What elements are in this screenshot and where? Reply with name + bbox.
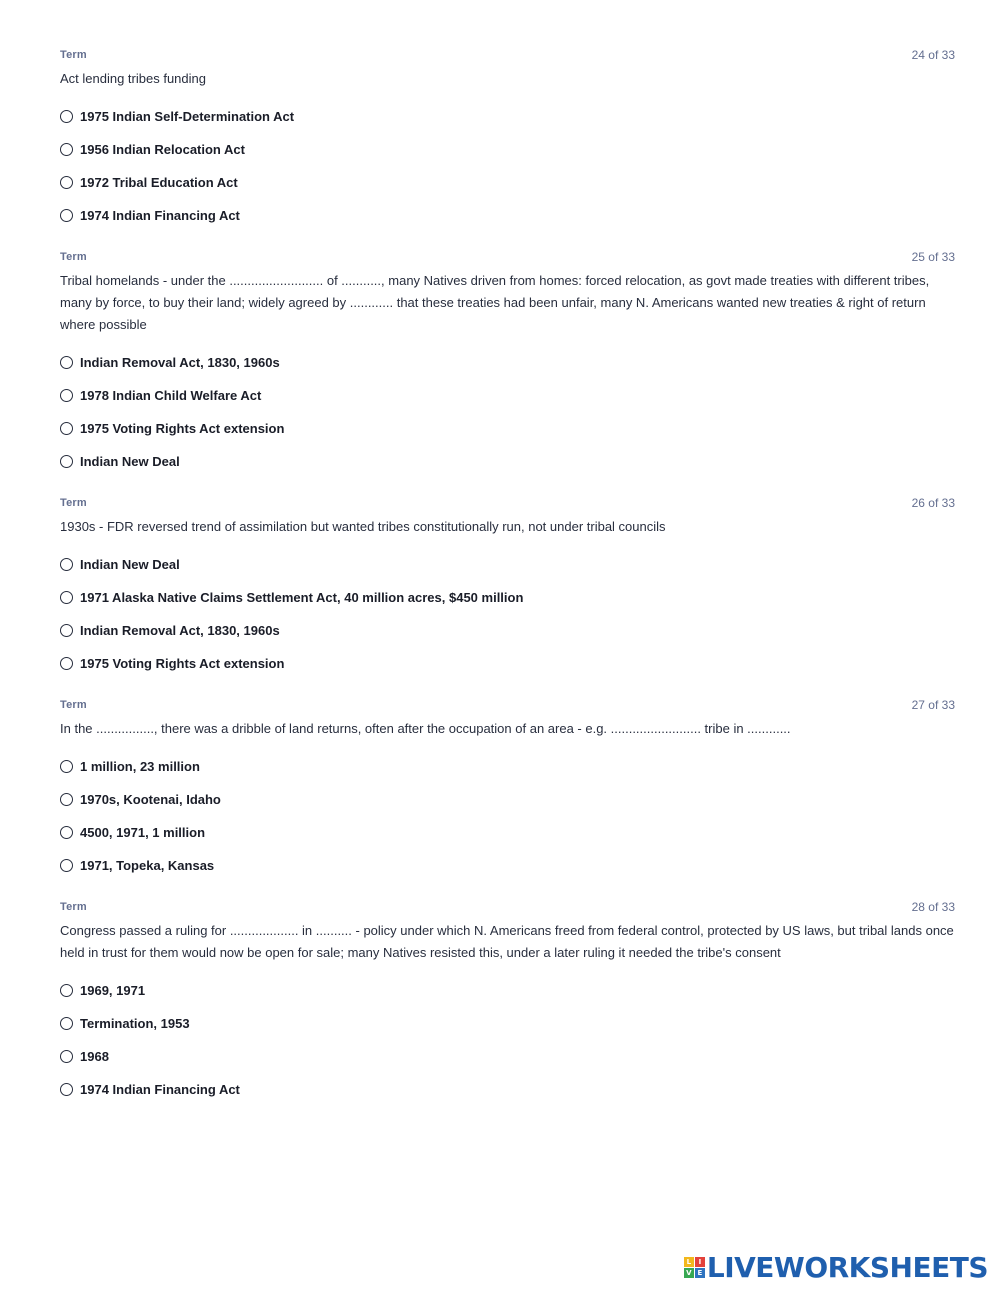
answer-option[interactable]: [60, 849, 955, 882]
question-counter: 24 of 33: [911, 48, 955, 62]
logo-icon-letter: I: [695, 1257, 705, 1267]
radio-button[interactable]: [60, 984, 73, 997]
answer-option-label: Termination, 1953: [80, 1016, 190, 1031]
answer-options: [60, 346, 955, 478]
radio-button[interactable]: [60, 356, 73, 369]
radio-button[interactable]: [60, 110, 73, 123]
answer-option[interactable]: [60, 647, 955, 680]
answer-option-label: 1972 Tribal Education Act: [80, 175, 238, 190]
radio-button[interactable]: [60, 624, 73, 637]
question-prompt: Tribal homelands - under the .......................... of ..........., many Natives driven from homes: forced relocation, as govt made treaties with different tribes, many by force, to buy their land; widely agreed by ............ that these treaties had been unfair, many N. Americans wanted new treaties & right of return where possible: [60, 273, 930, 332]
term-label: Term: [60, 699, 87, 711]
answer-option[interactable]: [60, 412, 955, 445]
questions-container: [60, 46, 955, 1122]
answer-option[interactable]: [60, 445, 955, 478]
radio-button[interactable]: [60, 558, 73, 571]
question-prompt: Congress passed a ruling for ................... in .......... - policy under which N. Americans freed from federal control, protected by US laws, but tribal lands once held in trust for them would now be open for sale; many Natives resisted this, under a later ruling it needed the tribe's consent: [60, 923, 954, 960]
logo-icon-letter: E: [695, 1268, 705, 1278]
question-counter: 25 of 33: [911, 250, 955, 264]
question-28: [60, 898, 955, 1106]
answer-option-label: 1971, Topeka, Kansas: [80, 858, 215, 873]
answer-option[interactable]: [60, 100, 955, 133]
answer-options: [60, 750, 955, 882]
answer-option-label: 1975 Voting Rights Act extension: [80, 421, 285, 436]
radio-button[interactable]: [60, 422, 73, 435]
radio-button[interactable]: [60, 657, 73, 670]
answer-option-label: 1968: [80, 1049, 109, 1064]
question-prompt: In the ................, there was a dribble of land returns, often after the occupation of an area - e.g. ......................... tribe in ............: [60, 721, 791, 736]
answer-option[interactable]: [60, 1040, 955, 1073]
question-prompt: 1930s - FDR reversed trend of assimilation but wanted tribes constitutionally run, not under tribal councils: [60, 519, 666, 534]
answer-option[interactable]: [60, 548, 955, 581]
answer-option-label: Indian Removal Act, 1830, 1960s: [80, 623, 280, 638]
question-counter: 28 of 33: [911, 900, 955, 914]
answer-option[interactable]: [60, 750, 955, 783]
answer-option-label: 1956 Indian Relocation Act: [80, 142, 245, 157]
question-header: [60, 248, 955, 266]
answer-option-label: 1 million, 23 million: [80, 759, 200, 774]
logo-icon-letter: V: [684, 1268, 694, 1278]
answer-option[interactable]: [60, 974, 955, 1007]
answer-option-label: 1978 Indian Child Welfare Act: [80, 388, 262, 403]
logo-text: LIVEWORKSHEETS: [706, 1251, 988, 1284]
answer-option[interactable]: [60, 816, 955, 849]
answer-option-label: 1970s, Kootenai, Idaho: [80, 792, 221, 807]
answer-option-label: 4500, 1971, 1 million: [80, 825, 206, 840]
liveworksheets-logo: [684, 1251, 988, 1284]
answer-option-label: 1974 Indian Financing Act: [80, 208, 240, 223]
term-label: Term: [60, 901, 87, 913]
answer-option-label: 1974 Indian Financing Act: [80, 1082, 240, 1097]
question-25: [60, 248, 955, 478]
answer-option[interactable]: [60, 581, 955, 614]
radio-button[interactable]: [60, 209, 73, 222]
radio-button[interactable]: [60, 859, 73, 872]
radio-button[interactable]: [60, 389, 73, 402]
question-27: [60, 696, 955, 882]
answer-option-label: Indian New Deal: [80, 454, 180, 469]
answer-option[interactable]: [60, 346, 955, 379]
answer-options: [60, 974, 955, 1106]
answer-option[interactable]: [60, 166, 955, 199]
radio-button[interactable]: [60, 1017, 73, 1030]
radio-button[interactable]: [60, 591, 73, 604]
answer-option-label: Indian New Deal: [80, 557, 180, 572]
radio-button[interactable]: [60, 1083, 73, 1096]
question-header: [60, 898, 955, 916]
question-24: [60, 46, 955, 232]
question-counter: 26 of 33: [911, 496, 955, 510]
answer-option[interactable]: [60, 199, 955, 232]
answer-option[interactable]: [60, 133, 955, 166]
answer-options: [60, 100, 955, 232]
answer-option[interactable]: [60, 783, 955, 816]
question-counter: 27 of 33: [911, 698, 955, 712]
radio-button[interactable]: [60, 176, 73, 189]
answer-option[interactable]: [60, 1073, 955, 1106]
question-26: [60, 494, 955, 680]
answer-option-label: 1971 Alaska Native Claims Settlement Act, 40 million acres, $450 million: [80, 590, 524, 605]
answer-option-label: Indian Removal Act, 1830, 1960s: [80, 355, 280, 370]
answer-option[interactable]: [60, 379, 955, 412]
term-label: Term: [60, 251, 87, 263]
answer-option-label: 1975 Voting Rights Act extension: [80, 656, 285, 671]
radio-button[interactable]: [60, 760, 73, 773]
answer-option[interactable]: [60, 614, 955, 647]
term-label: Term: [60, 49, 87, 61]
radio-button[interactable]: [60, 455, 73, 468]
question-prompt: Act lending tribes funding: [60, 71, 206, 86]
answer-option-label: 1969, 1971: [80, 983, 146, 998]
radio-button[interactable]: [60, 1050, 73, 1063]
term-label: Term: [60, 497, 87, 509]
radio-button[interactable]: [60, 793, 73, 806]
logo-icon-letter: L: [684, 1257, 694, 1267]
answer-option-label: 1975 Indian Self-Determination Act: [80, 109, 295, 124]
radio-button[interactable]: [60, 826, 73, 839]
question-header: [60, 46, 955, 64]
radio-button[interactable]: [60, 143, 73, 156]
liveworksheets-logo-icon: [684, 1257, 705, 1278]
answer-options: [60, 548, 955, 680]
question-header: [60, 494, 955, 512]
answer-option[interactable]: [60, 1007, 955, 1040]
question-header: [60, 696, 955, 714]
